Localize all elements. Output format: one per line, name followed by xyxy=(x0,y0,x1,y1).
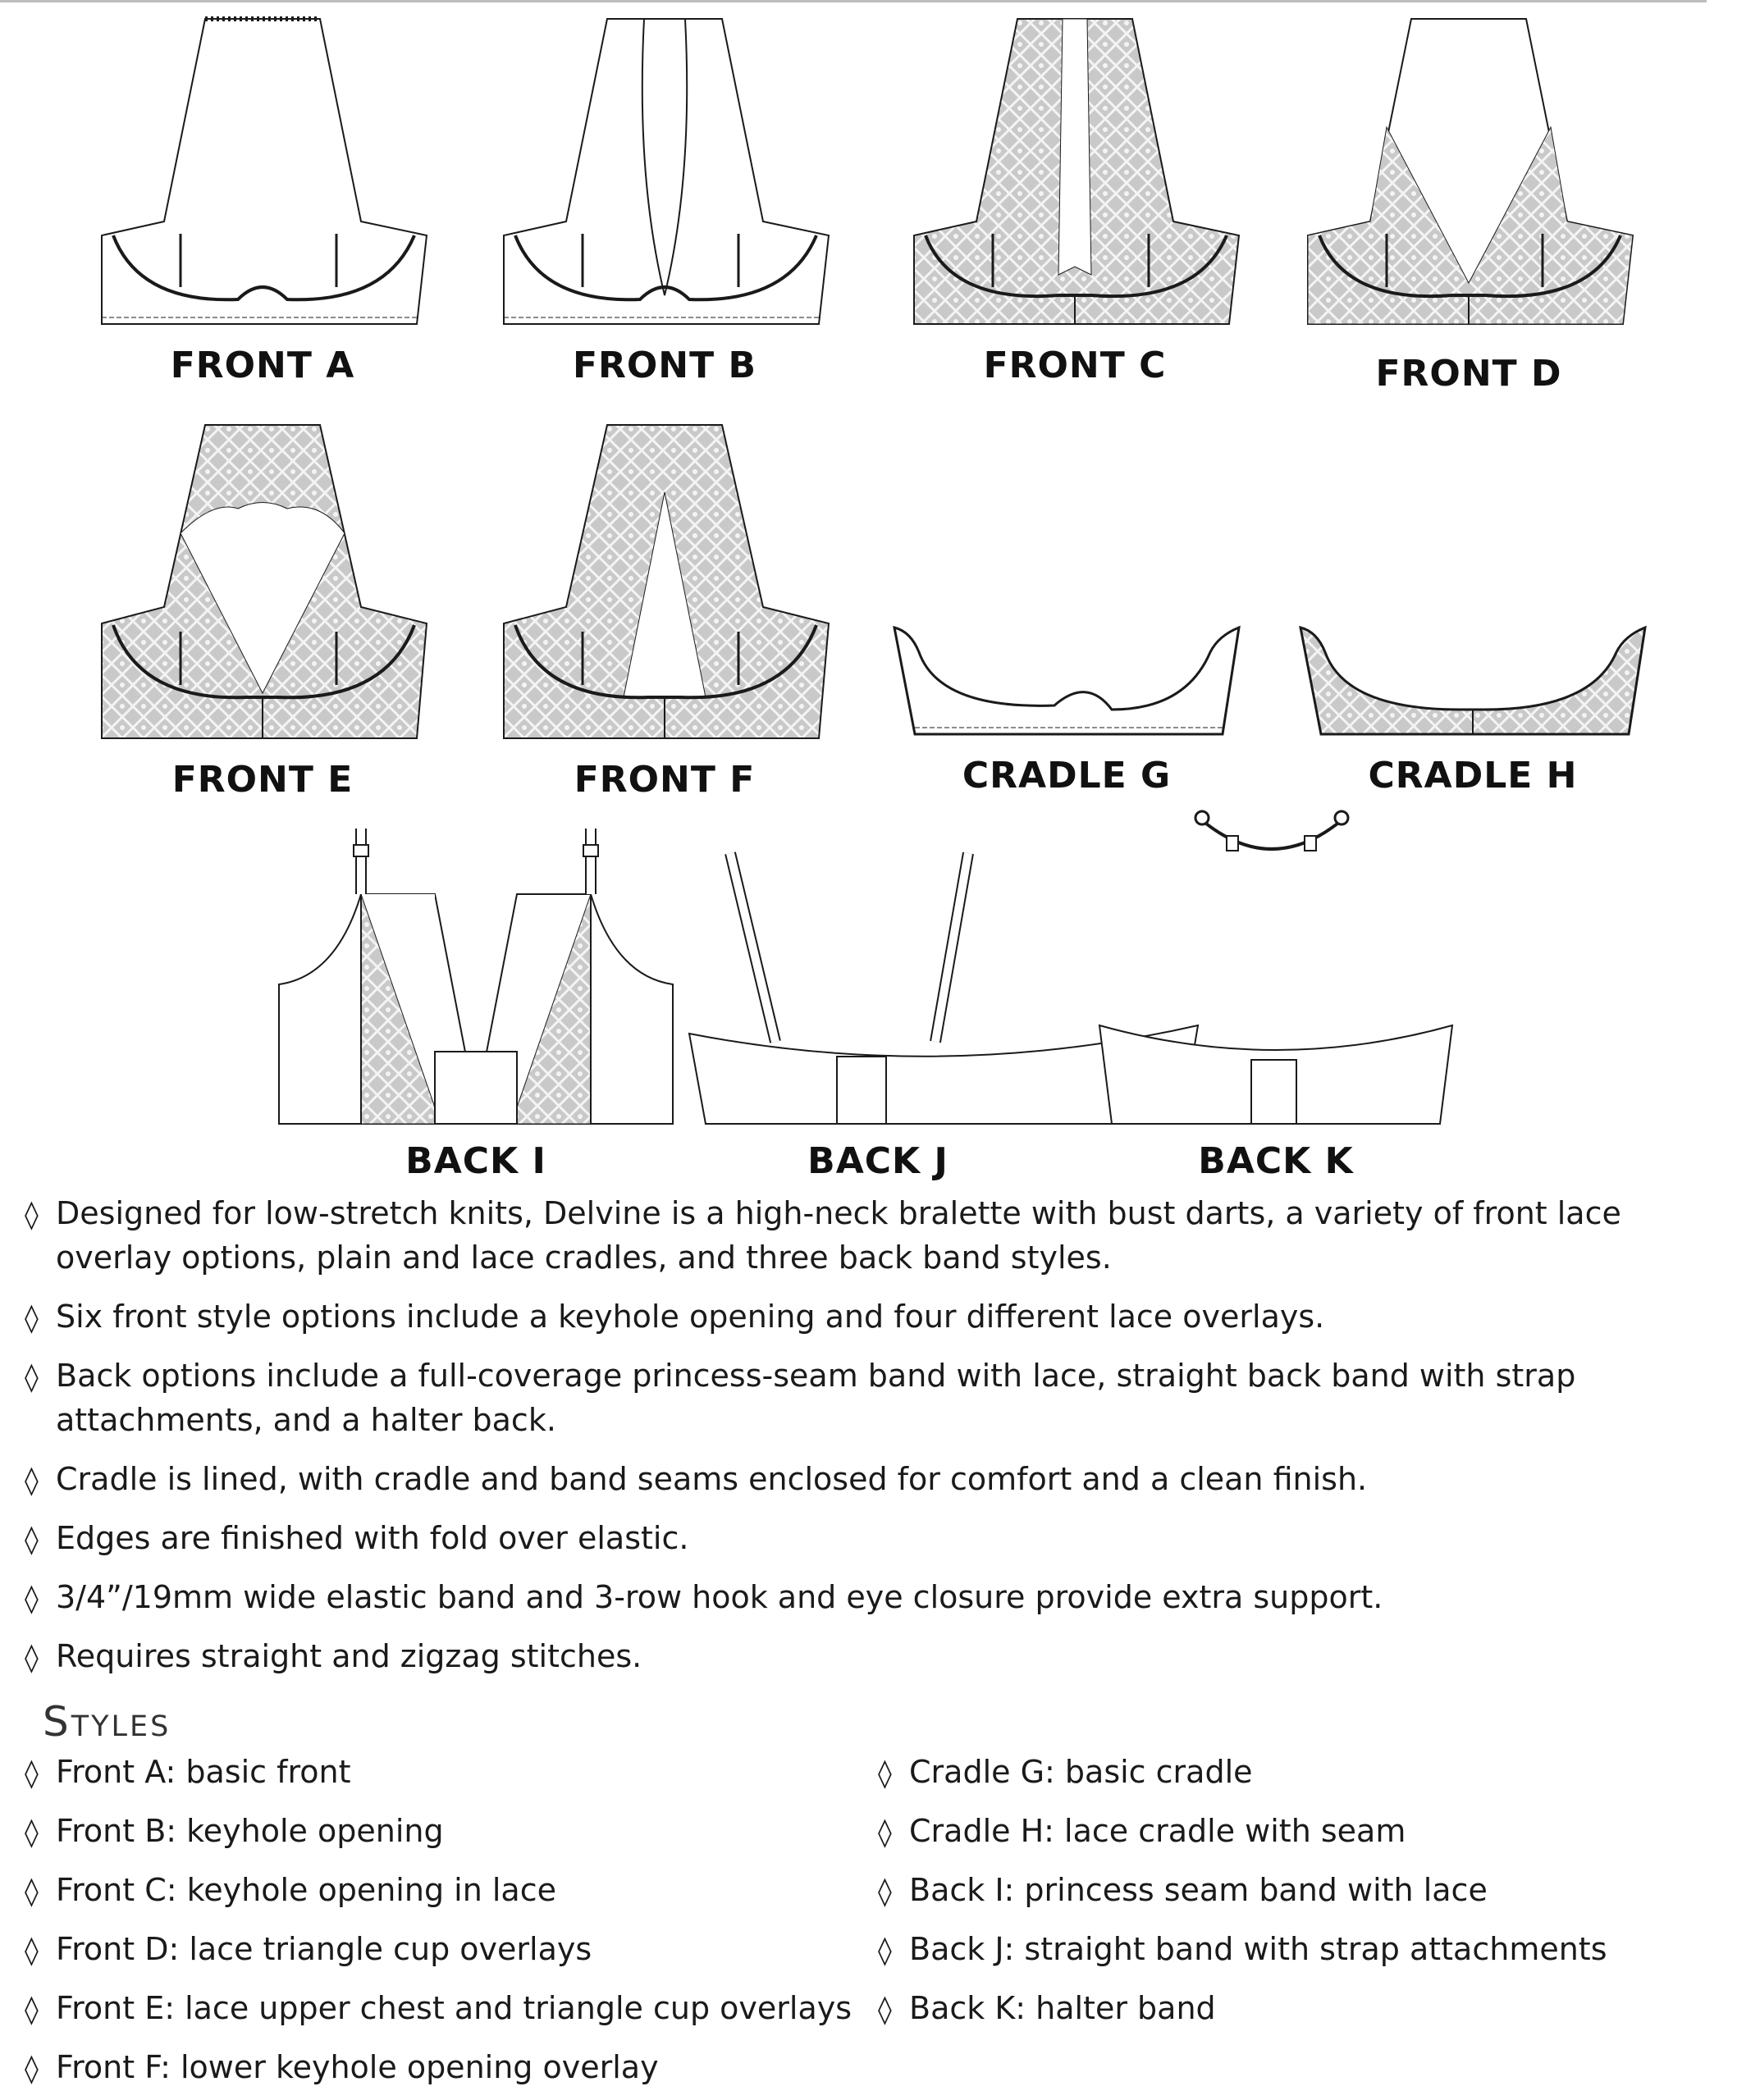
diamond-bullet-icon: ◊ xyxy=(25,1934,39,1967)
diamond-bullet-icon: ◊ xyxy=(878,1934,892,1967)
feature-item: ◊ Cradle is lined, with cradle and band seams enclosed for comfort and a clean finish. xyxy=(25,1457,1707,1503)
diamond-bullet-icon: ◊ xyxy=(878,1993,892,2026)
style-item-front-b: ◊ Front B: keyhole opening xyxy=(25,1813,444,1849)
style-item-front-c: ◊ Front C: keyhole opening in lace xyxy=(25,1872,556,1908)
front-f-label: FRONT F xyxy=(574,759,756,801)
feature-item: ◊ Designed for low-stretch knits, Delvine is a high-neck bralette with bust darts, a variety of front lace overlay options, plain and lace cradles, and three back band styles. xyxy=(25,1191,1707,1280)
cradle-g-sketch xyxy=(890,619,1243,742)
diamond-bullet-icon: ◊ xyxy=(25,1523,39,1556)
diamond-bullet-icon: ◊ xyxy=(25,1198,39,1231)
front-a-sketch xyxy=(90,12,435,332)
feature-item: ◊ 3/4”/19mm wide elastic band and 3-row hook and eye closure provide extra support. xyxy=(25,1575,1707,1621)
feature-item: ◊ Edges are finished with fold over elastic. xyxy=(25,1516,1707,1562)
back-k-label: BACK K xyxy=(1198,1140,1354,1182)
style-item-front-f: ◊ Front F: lower keyhole opening overlay xyxy=(25,2049,659,2085)
top-border xyxy=(0,0,1707,2)
style-item-cradle-g: ◊ Cradle G: basic cradle xyxy=(878,1754,1253,1790)
cradle-h-sketch xyxy=(1296,619,1649,742)
cradle-g-label: CRADLE G xyxy=(962,755,1172,797)
style-item-cradle-h: ◊ Cradle H: lace cradle with seam xyxy=(878,1813,1406,1849)
back-i-label: BACK I xyxy=(405,1140,546,1182)
diamond-bullet-icon: ◊ xyxy=(25,1302,39,1335)
front-e-sketch xyxy=(90,418,435,746)
diamond-bullet-icon: ◊ xyxy=(25,1361,39,1394)
front-d-label: FRONT D xyxy=(1375,353,1562,395)
diamond-bullet-icon: ◊ xyxy=(25,1464,39,1497)
feature-item: ◊ Six front style options include a keyhole opening and four different lace overlays. xyxy=(25,1294,1707,1340)
front-c-label: FRONT C xyxy=(983,345,1167,386)
front-e-label: FRONT E xyxy=(171,759,354,801)
back-i-sketch xyxy=(271,829,681,1132)
style-item-front-d: ◊ Front D: lace triangle cup overlays xyxy=(25,1931,592,1967)
diamond-bullet-icon: ◊ xyxy=(878,1816,892,1849)
front-f-sketch xyxy=(492,418,837,746)
diamond-bullet-icon: ◊ xyxy=(878,1757,892,1790)
back-j-label: BACK J xyxy=(807,1140,948,1182)
style-item-back-j: ◊ Back J: straight band with strap attachments xyxy=(878,1931,1607,1967)
style-item-back-i: ◊ Back I: princess seam band with lace xyxy=(878,1872,1488,1908)
front-a-label: FRONT A xyxy=(170,345,355,386)
diamond-bullet-icon: ◊ xyxy=(25,1875,39,1908)
diamond-bullet-icon: ◊ xyxy=(878,1875,892,1908)
diamond-bullet-icon: ◊ xyxy=(25,1816,39,1849)
front-b-sketch xyxy=(492,12,837,332)
front-d-sketch xyxy=(1296,12,1641,332)
diamond-bullet-icon: ◊ xyxy=(25,1641,39,1674)
back-k-sketch xyxy=(1095,1017,1456,1132)
style-item-back-k: ◊ Back K: halter band xyxy=(878,1990,1216,2026)
front-c-sketch xyxy=(903,12,1247,332)
diamond-bullet-icon: ◊ xyxy=(25,1993,39,2026)
styles-heading: Styles xyxy=(43,1698,171,1746)
diamond-bullet-icon: ◊ xyxy=(25,1757,39,1790)
style-item-front-a: ◊ Front A: basic front xyxy=(25,1754,351,1790)
style-item-front-e: ◊ Front E: lace upper chest and triangle cup overlays xyxy=(25,1990,853,2026)
feature-item: ◊ Back options include a full-coverage princess-seam band with lace, straight back band with strap attachments, and a halter back. xyxy=(25,1354,1707,1442)
diamond-bullet-icon: ◊ xyxy=(25,1582,39,1615)
front-b-label: FRONT B xyxy=(572,345,757,386)
cradle-h-label: CRADLE H xyxy=(1368,755,1578,797)
halter-strap-sketch xyxy=(1190,808,1354,874)
diamond-bullet-icon: ◊ xyxy=(25,2052,39,2085)
feature-item: ◊ Requires straight and zigzag stitches. xyxy=(25,1634,1707,1680)
